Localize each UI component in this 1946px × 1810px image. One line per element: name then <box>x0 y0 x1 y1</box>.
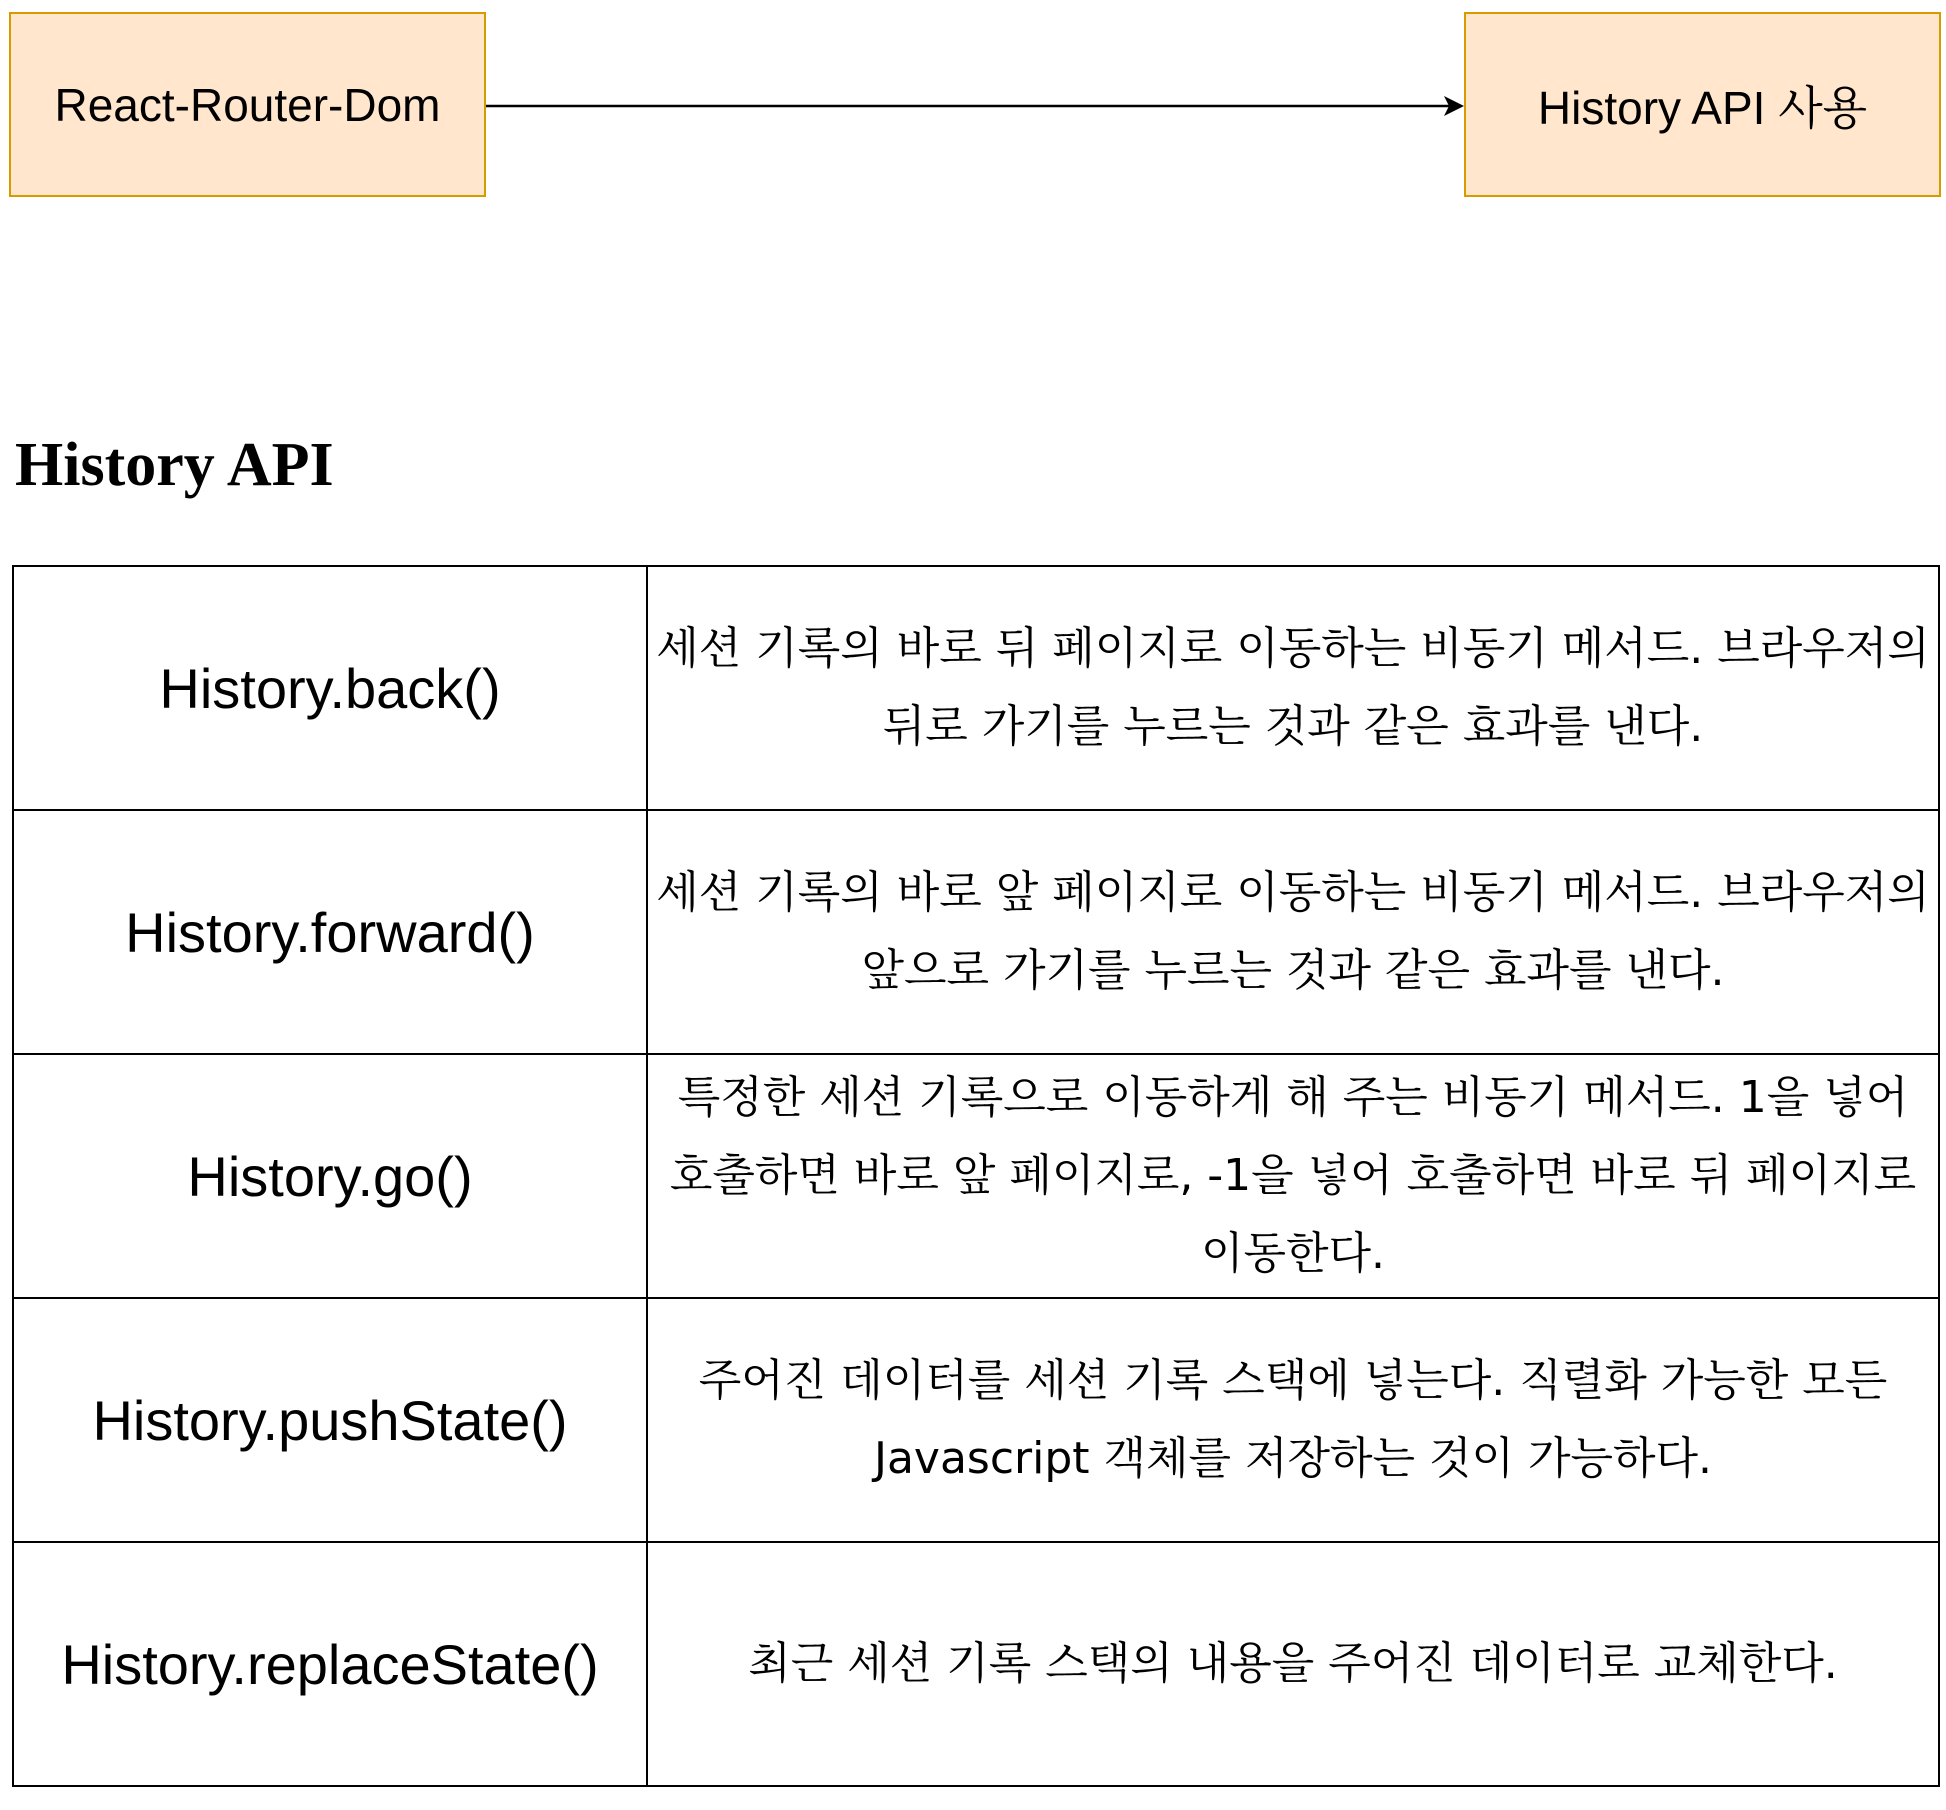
table-row <box>13 1542 1939 1786</box>
history-api-table <box>12 565 1940 1787</box>
history-api-usage-label: History API 사용 <box>1537 81 1868 134</box>
table-row <box>13 566 1939 810</box>
table-row <box>13 1298 1939 1542</box>
method-description-cell: 세션 기록의 바로 뒤 페이지로 이동하는 비동기 메서드. 브라우저의 뒤로 가기를 누르는 것과 같은 효과를 낸다. <box>647 566 1939 810</box>
method-name-cell: History.pushState() <box>13 1298 647 1542</box>
method-description-cell: 최근 세션 기록 스택의 내용을 주어진 데이터로 교체한다. <box>647 1542 1939 1786</box>
method-description-cell: 주어진 데이터를 세션 기록 스택에 넣는다. 직렬화 가능한 모든 Javascript 객체를 저장하는 것이 가능하다. <box>647 1298 1939 1542</box>
method-description-cell: 세션 기록의 바로 앞 페이지로 이동하는 비동기 메서드. 브라우저의 앞으로 가기를 누르는 것과 같은 효과를 낸다. <box>647 810 1939 1054</box>
history-api-usage-node <box>1464 12 1941 197</box>
method-name-cell: History.go() <box>13 1054 647 1298</box>
method-description-cell: 특정한 세션 기록으로 이동하게 해 주는 비동기 메서드. 1을 넣어 호출하면 바로 앞 페이지로, -1을 넣어 호출하면 바로 뒤 페이지로 이동한다. <box>647 1054 1939 1298</box>
table-row <box>13 1054 1939 1298</box>
table-row <box>13 810 1939 1054</box>
method-name-cell: History.back() <box>13 566 647 810</box>
react-router-dom-label: React-Router-Dom <box>54 78 441 131</box>
react-router-dom-node <box>9 12 486 197</box>
method-name-cell: History.replaceState() <box>13 1542 647 1786</box>
section-title: History API <box>15 431 334 499</box>
method-name-cell: History.forward() <box>13 810 647 1054</box>
flow-arrow-connector <box>486 94 1464 118</box>
